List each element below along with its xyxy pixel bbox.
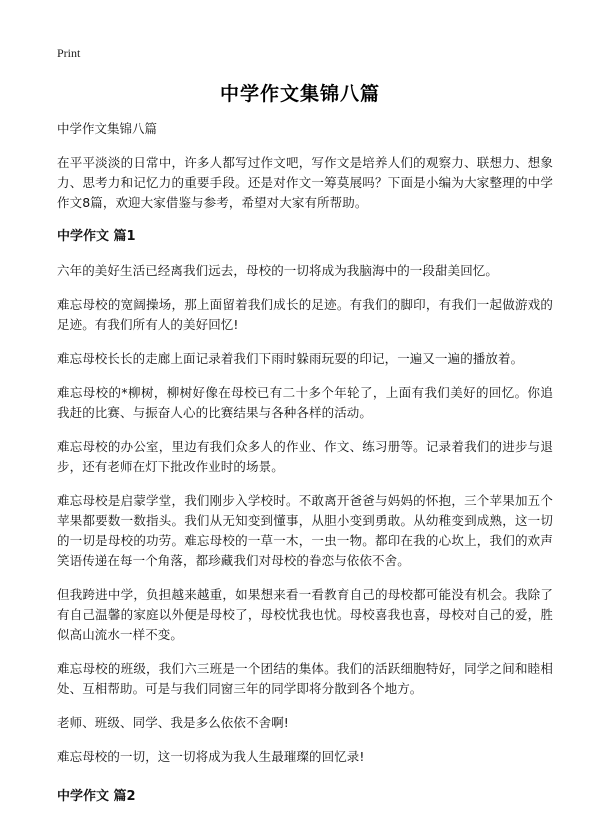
intro-paragraph: 在平平淡淡的日常中，许多人都写过作文吧，写作文是培养人们的观察力、联想力、想象力、思考力和记忆力的重要手段。还是对作文一筹莫展吗？下面是小编为大家整理的中学作文8篇，欢迎大家借鉴与参考，希望对大家有所帮助。 (57, 155, 553, 210)
document-body (57, 119, 553, 821)
section-1-paragraph-2: 难忘母校的宽阔操场，那上面留着我们成长的足迹。有我们的脚印，有我们一起做游戏的足迹。有我们所有人的美好回忆! (57, 297, 553, 332)
section-heading-2: 中学作文 篇2 (57, 789, 136, 804)
section-1-paragraph-10: 难忘母校的一切，这一切将成为我人生最璀璨的回忆录! (57, 749, 365, 764)
section-1-paragraph-6: 难忘母校是启蒙学堂，我们刚步入学校时。不敢离开爸爸与妈妈的怀抱，三个苹果加五个苹果都要数一数指头。我们从无知变到懂事，从胆小变到勇敢。从幼稚变到成熟，这一切的一切是母校的功劳。难忘母校的一草一木，一虫一物。都印在我的心坎上，我们的欢声笑语传递在每一个角落，都珍藏我们对母校的眷恋与依依不舍。 (57, 493, 553, 568)
section-1-paragraph-9: 老师、班级、同学、我是多么依依不舍啊! (57, 715, 289, 730)
document-subtitle: 中学作文集锦八篇 (57, 121, 158, 136)
section-heading-1: 中学作文 篇1 (57, 229, 136, 244)
section-1-paragraph-3: 难忘母校长长的走廊上面记录着我们下雨时躲雨玩耍的印记，一遍又一遍的播放着。 (57, 351, 524, 366)
section-1-paragraph-5: 难忘母校的办公室，里边有我们众多人的作业、作文、练习册等。记录着我们的进步与退步，还有老师在灯下批改作业时的场景。 (57, 439, 553, 474)
section-1-paragraph-7: 但我跨进中学，负担越来越重，如果想来看一看教育自己的母校都可能没有机会。我除了有自己温馨的家庭以外便是母校了，母校忧我也忧。母校喜我也喜，母校对自己的爱，胜似高山流水一样不变。 (57, 587, 553, 642)
print-label: Print (57, 46, 81, 60)
section-1-paragraph-1: 六年的美好生活已经离我们远去，母校的一切将成为我脑海中的一段甜美回忆。 (57, 263, 499, 278)
page-title: 中学作文集锦八篇 (219, 83, 380, 105)
section-1-paragraph-4: 难忘母校的*柳树，柳树好像在母校已有二十多个年轮了，上面有我们美好的回忆。你追我赶的比赛、与振奋人心的比赛结果与各种各样的活动。 (57, 385, 553, 420)
section-1-paragraph-8: 难忘母校的班级，我们六三班是一个团结的集体。我们的活跃细胞特好，同学之间和睦相处、互相帮助。可是与我们同窗三年的同学即将分散到各个地方。 (57, 661, 553, 696)
